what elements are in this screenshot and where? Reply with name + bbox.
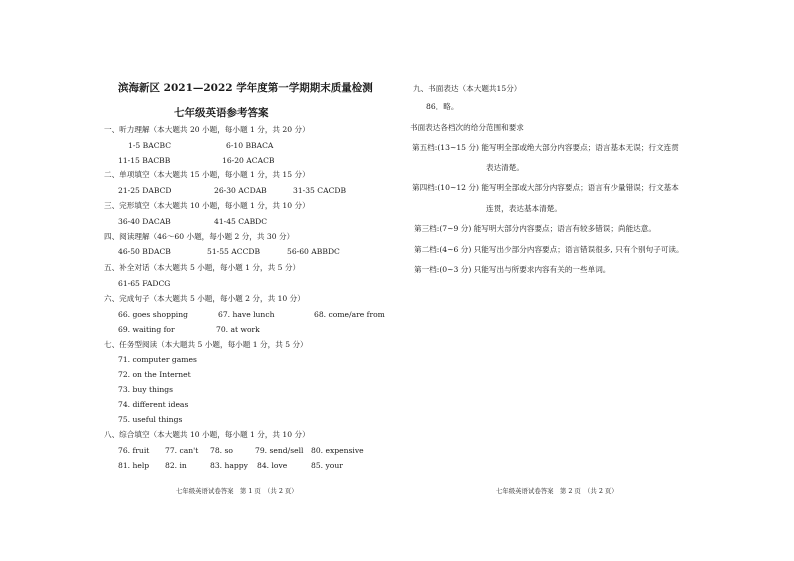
answer: 83. happy	[210, 461, 248, 470]
answer: 68. come/are from	[314, 310, 385, 319]
answer: 70. at work	[216, 325, 260, 334]
grade-5-line-1: 第五档:(13~15 分) 能写明全部或绝大部分内容要点；语言基本无误；行文连贯	[412, 143, 679, 152]
section-1-heading: 一、听力理解（本大题共 20 小题，每小题 1 分，共 20 分）	[104, 125, 310, 134]
answer: 56-60 ABBDC	[287, 247, 340, 256]
page-title: 七年级英语参考答案	[174, 107, 269, 119]
answer: 21-25 DABCD	[118, 186, 172, 195]
answer: 75. useful things	[118, 415, 183, 424]
answer: 78. so	[210, 446, 233, 455]
section-9-heading: 九、书面表达（本大题共15分）	[413, 84, 522, 93]
answer: 11-15 BACBB	[118, 156, 171, 165]
answer: 16-20 ACACB	[222, 156, 275, 165]
answer: 85. your	[311, 461, 343, 470]
page-footer: 七年级英语试卷答案 第 1 页 （共 2 页）	[176, 487, 298, 495]
page-footer: 七年级英语试卷答案 第 2 页 （共 2 页）	[496, 487, 618, 495]
section-4-heading: 四、阅读理解（46～60 小题，每小题 2 分，共 30 分）	[104, 232, 295, 241]
section-8-heading: 八、综合填空（本大题共 10 小题，每小题 1 分，共 10 分）	[104, 430, 310, 439]
answer: 81. help	[118, 461, 150, 470]
answer: 80. expensive	[311, 446, 364, 455]
criteria-title: 书面表达各档次的给分范围和要求	[410, 123, 524, 132]
answer: 41-45 CABDC	[214, 217, 268, 226]
grade-5-line-2: 表达清楚。	[486, 163, 524, 172]
grade-2: 第二档:(4~6 分) 只能写出少部分内容要点；语言错误很多, 只有个别句子可读。	[414, 245, 684, 254]
answer: 76. fruit	[118, 446, 150, 455]
section-7-heading: 七、任务型阅读（本大题共 5 小题，每小题 1 分，共 5 分）	[104, 340, 308, 349]
grade-3: 第三档:(7~9 分) 能写明大部分内容要点；语言有较多错误；尚能达意。	[414, 224, 656, 233]
section-2-heading: 二、单项填空（本大题共 15 小题，每小题 1 分，共 15 分）	[104, 170, 310, 179]
section-9-answer: 86．略。	[426, 102, 459, 111]
section-6-heading: 六、完成句子（本大题共 5 小题，每小题 2 分，共 10 分）	[104, 294, 305, 303]
answer: 74. different ideas	[118, 400, 189, 409]
answer: 73. buy things	[118, 385, 173, 394]
answer: 1-5 BACBC	[128, 141, 172, 150]
answer: 71. computer games	[118, 355, 197, 364]
answer: 51-55 ACCDB	[207, 247, 261, 256]
answer: 69. waiting for	[118, 325, 175, 334]
answer: 31-35 CACDB	[293, 186, 347, 195]
answer: 77. can't	[165, 446, 199, 455]
exam-header: 滨海新区 2021—2022 学年度第一学期期末质量检测	[118, 82, 373, 94]
answer: 79. send/sell	[255, 446, 304, 455]
answer: 84. love	[257, 461, 288, 470]
answer: 66. goes shopping	[118, 310, 188, 319]
answer: 46-50 BDACB	[118, 247, 171, 256]
grade-4-line-2: 连贯，表达基本清楚。	[486, 204, 562, 213]
answer: 67. have lunch	[218, 310, 275, 319]
grade-4-line-1: 第四档:(10~12 分) 能写明全部或大部分内容要点；语言有少量错误；行文基本	[412, 183, 679, 192]
answer: 72. on the Internet	[118, 370, 191, 379]
grade-1: 第一档:(0~3 分) 只能写出与所要求内容有关的一些单词。	[414, 265, 611, 274]
answer: 26-30 ACDAB	[214, 186, 267, 195]
section-3-heading: 三、完形填空（本大题共 10 小题，每小题 1 分，共 10 分）	[104, 201, 310, 210]
answer: 82. in	[165, 461, 187, 470]
answer: 6-10 BBACA	[226, 141, 274, 150]
answer: 36-40 DACAB	[118, 217, 171, 226]
section-5-heading: 五、补全对话（本大题共 5 小题，每小题 1 分，共 5 分）	[104, 263, 301, 272]
answer: 61-65 FADCG	[118, 279, 171, 288]
